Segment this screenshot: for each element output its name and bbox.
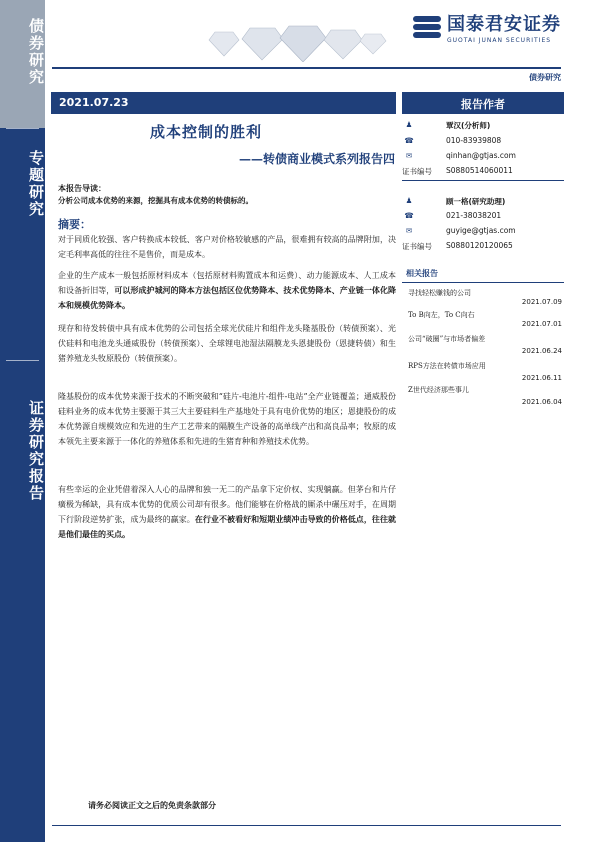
author-1-email-row: [402, 151, 516, 160]
phone-icon: ☎: [404, 136, 414, 145]
phone-icon: ☎: [404, 211, 414, 220]
person-icon: ♟: [405, 196, 413, 205]
sidebar-divider: [402, 180, 564, 181]
related-report-item[interactable]: [408, 361, 562, 382]
left-band: [0, 0, 45, 842]
brand-name-cn: 国泰君安证券: [447, 14, 561, 35]
person-icon: ♟: [405, 120, 413, 129]
author-2-cert-label: 证书编号: [402, 242, 432, 251]
author-2-phone: 021-38038201: [446, 211, 502, 220]
author-2-cert-row: [402, 241, 513, 252]
band-label-securities-report: 证券研究报告: [27, 400, 45, 502]
related-report-title: 公司“破圈”与市场者偏差: [408, 335, 486, 343]
band-divider: [6, 360, 39, 361]
author-1-name-row: [402, 120, 491, 130]
author-2-phone-row: [402, 211, 502, 220]
guide-heading: 本报告导读：: [58, 183, 106, 193]
authors-heading: 报告作者: [402, 92, 564, 114]
author-1-phone-row: [402, 136, 502, 145]
summary-paragraph-2-bold: 可以形成护城河的降本方法包括区位优势降本、技术优势降本、产业链一体化降本和规模优势降本。: [58, 285, 396, 310]
related-report-title: To B向左，To C向右: [408, 311, 475, 319]
related-report-title: 寻找轻松赚钱的公司: [408, 289, 471, 297]
summary-paragraph-2-text: 企业的生产成本一般包括原材料成本（包括原材料购置成本和运费）、动力能源成本、人工成本和设备折旧等，: [58, 271, 396, 295]
author-1-name: 覃汉(分析师): [446, 121, 491, 130]
related-report-item[interactable]: [408, 385, 562, 406]
brand-logo: [413, 10, 561, 44]
report-date-bar: 2021.07.23: [51, 92, 396, 114]
summary-paragraph-2: [58, 268, 396, 313]
author-2-name: 顾一格(研究助理): [446, 197, 506, 206]
summary-paragraph-1: 对于同质化较强、客户转换成本较低、客户对价格较敏感的产品，很难拥有较高的品牌附加，决定毛利率高低的往往不是售价，而是成本。: [58, 235, 396, 259]
author-2-name-row: [402, 196, 506, 206]
related-report-item[interactable]: [408, 334, 562, 355]
summary-paragraph-5: [58, 482, 396, 542]
related-report-item[interactable]: [408, 288, 562, 306]
report-subtitle: ——转债商业模式系列报告四: [238, 152, 395, 166]
brand-mark-icon: [413, 16, 441, 38]
related-report-date: 2021.06.11: [521, 374, 562, 382]
diamond-decoration-icon: [195, 22, 395, 62]
header-rule: [52, 67, 561, 69]
band-label-bond-research: 债券研究: [27, 18, 45, 86]
author-2-cert: S0880120120065: [446, 241, 513, 250]
summary-heading: 摘要：: [58, 218, 91, 231]
author-2-email[interactable]: guyige@gtjas.com: [446, 226, 516, 235]
header-category: 债券研究: [529, 72, 561, 82]
related-report-date: 2021.07.01: [521, 320, 562, 328]
related-report-date: 2021.07.09: [521, 298, 562, 306]
author-1-email[interactable]: qinhan@gtjas.com: [446, 151, 516, 160]
author-2-email-row: [402, 226, 516, 235]
author-1-cert-label: 证书编号: [402, 167, 432, 176]
related-report-date: 2021.06.24: [521, 347, 562, 355]
summary-paragraph-4: 隆基股份的成本优势来源于技术的不断突破和“硅片-电池片-组件-电站”全产业链覆盖；通威股份硅料业务的成本优势主要源于其三大主要硅料生产基地处于具有电价优势的地区；恩捷股份的成本优势源自规模效应和先进的生产工艺带来的隔膜生产设备的高单线产出和高良品率；牧原的成本领先主要来源于一体化的养殖体系和先进的生猪育种和养殖技术优势。: [58, 392, 396, 446]
footer-disclaimer: 请务必阅读正文之后的免责条款部分: [88, 800, 216, 810]
summary-paragraph-3: 现存和待发转债中具有成本优势的公司包括全球光伏硅片和组件龙头隆基股份（转债预案）、光伏硅料和电池龙头通威股份（转债预案）、全球锂电池湿法隔膜龙头恩捷股份（恩捷转债）和生猪养殖龙头牧原股份（转债预案）。: [58, 324, 396, 363]
summary-paragraph-5-bold: 在行业不被看好和短期业绩冲击导致的价格低点，往往就是他们最佳的买点。: [58, 514, 396, 539]
brand-name-en: GUOTAI JUNAN SECURITIES: [447, 37, 552, 44]
related-report-title: Z世代经济那些事儿: [408, 386, 469, 394]
summary-paragraph-5-text: 有些幸运的企业凭借着深入人心的品牌和独一无二的产品拿下定价权、实现躺赢。但茅台和片仔癀极为稀缺，具有成本优势的优质公司却有很多。他们能够在价格战的厮杀中碾压对手，在周期下行阶段逆势扩张，成为最终的赢家。: [58, 485, 396, 524]
report-title: 成本控制的胜利: [150, 123, 263, 141]
author-1-cert-row: [402, 166, 513, 177]
footer-rule: [52, 825, 561, 826]
author-1-phone: 010-83939808: [446, 136, 502, 145]
author-1-cert: S0880514060011: [446, 166, 513, 175]
mail-icon: ✉: [405, 226, 413, 235]
guide-text: 分析公司成本优势的来源，挖掘具有成本优势的转债标的。: [58, 196, 253, 205]
mail-icon: ✉: [405, 151, 413, 160]
related-report-item[interactable]: [408, 310, 562, 328]
related-report-title: RPS方法在转债市场应用: [408, 362, 486, 370]
related-report-date: 2021.06.04: [521, 398, 562, 406]
band-divider: [6, 128, 39, 129]
related-reports-heading: 相关报告: [402, 268, 564, 283]
band-label-special-research: 专题研究: [27, 150, 45, 218]
